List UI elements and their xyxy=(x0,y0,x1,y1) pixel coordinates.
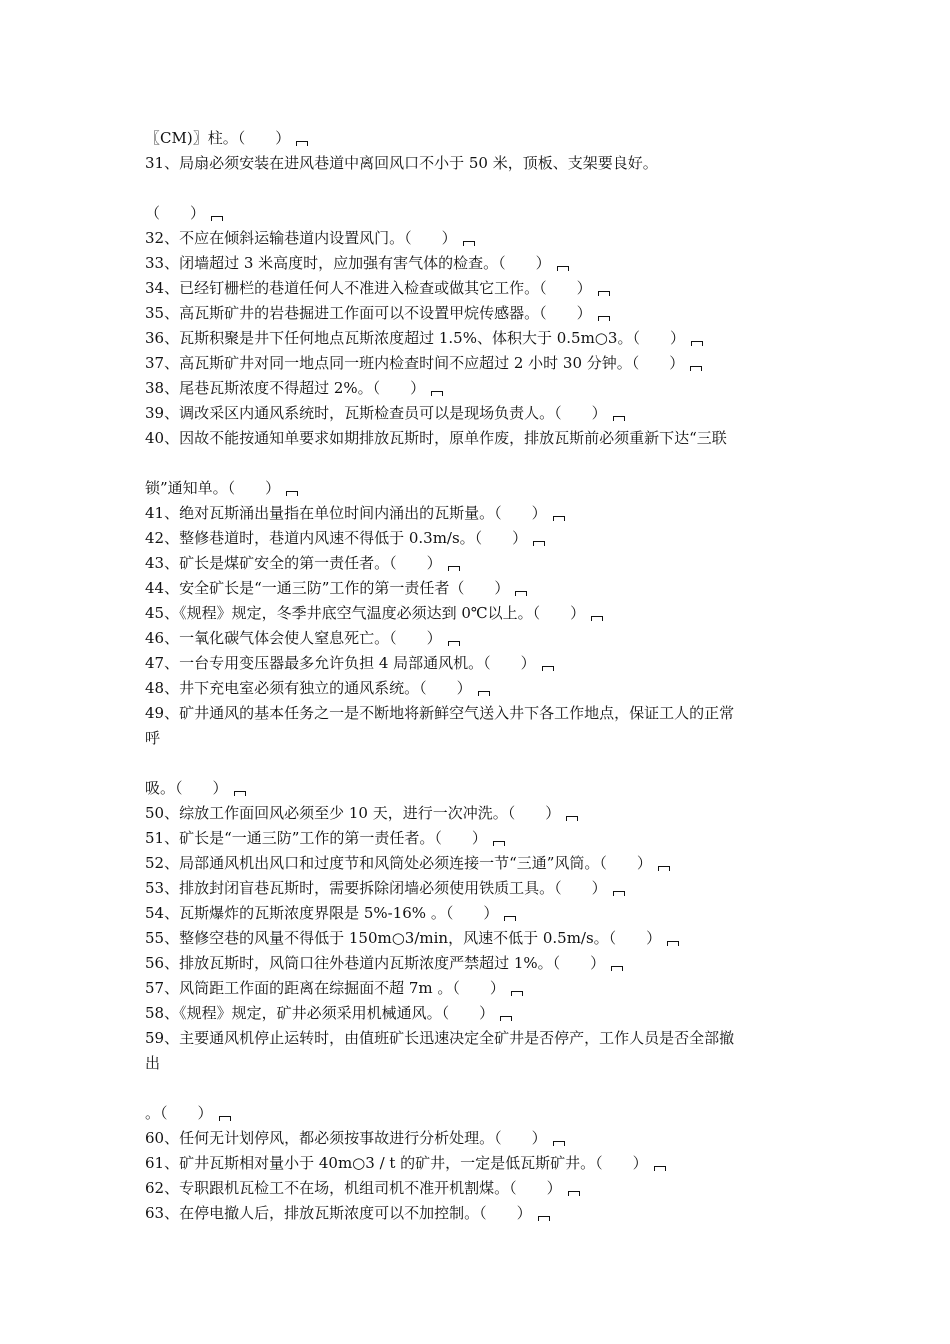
line-text: 出 xyxy=(145,1054,161,1072)
line-text: 51、矿长是“一通三防”工作的第一责任者。（ ） xyxy=(145,829,487,847)
text-line xyxy=(145,678,825,698)
paragraph-mark-icon xyxy=(533,541,545,546)
text-line xyxy=(145,328,825,348)
line-text: 40、因故不能按通知单要求如期排放瓦斯时，原单作废，排放瓦斯前必须重新下达“三联 xyxy=(145,429,727,447)
line-text: 62、专职跟机瓦检工不在场，机组司机不准开机割煤。（ ） xyxy=(145,1179,562,1197)
text-line xyxy=(145,528,825,548)
paragraph-mark-icon xyxy=(538,1216,550,1221)
text-line xyxy=(145,428,825,448)
text-line xyxy=(145,1028,825,1048)
paragraph-mark-icon xyxy=(511,991,523,996)
paragraph-mark-icon xyxy=(211,216,223,221)
text-line xyxy=(145,1203,825,1223)
paragraph-mark-icon xyxy=(448,641,460,646)
line-text: 43、矿长是煤矿安全的第一责任者。（ ） xyxy=(145,554,442,572)
text-line xyxy=(145,928,825,948)
line-text: 58、《规程》规定，矿井必须采用机械通风。（ ） xyxy=(145,1004,495,1022)
text-line xyxy=(145,353,825,373)
line-text: 31、局扇必须安装在进风巷道中离回风口不小于 50 米，顶板、支架要良好。 xyxy=(145,154,658,172)
line-text: 54、瓦斯爆炸的瓦斯浓度界限是 5%-16% 。（ ） xyxy=(145,904,499,922)
text-line xyxy=(145,903,825,923)
paragraph-mark-icon xyxy=(500,1016,512,1021)
text-line xyxy=(145,1053,825,1073)
paragraph-mark-icon xyxy=(431,391,443,396)
paragraph-mark-icon xyxy=(613,416,625,421)
text-line xyxy=(145,503,825,523)
line-text: 41、绝对瓦斯涌出量指在单位时间内涌出的瓦斯量。（ ） xyxy=(145,504,547,522)
line-text: 32、不应在倾斜运输巷道内设置风门。（ ） xyxy=(145,229,457,247)
text-line xyxy=(145,578,825,598)
line-text: 。（ ） xyxy=(145,1104,213,1122)
line-text: 39、调改采区内通风系统时，瓦斯检查员可以是现场负责人。（ ） xyxy=(145,404,607,422)
text-line xyxy=(145,853,825,873)
line-text: 47、一台专用变压器最多允许负担 4 局部通风机。（ ） xyxy=(145,654,536,672)
line-text: 57、风筒距工作面的距离在综掘面不超 7m 。（ ） xyxy=(145,979,505,997)
line-text: 55、整修空巷的风量不得低于 150m○3/min，风速不低于 0.5m/s。（ ） xyxy=(145,929,662,947)
text-line xyxy=(145,253,825,273)
line-text: 61、矿井瓦斯相对量小于 40m○3 / t 的矿井，一定是低瓦斯矿井。（ ） xyxy=(145,1154,648,1172)
text-line xyxy=(145,303,825,323)
text-line xyxy=(145,1153,825,1173)
text-line xyxy=(145,703,825,723)
text-line xyxy=(145,1128,825,1148)
line-text: 59、主要通风机停止运转时，由值班矿长迅速决定全矿井是否停产，工作人员是否全部撤 xyxy=(145,1029,735,1047)
line-text: 42、整修巷道时，巷道内风速不得低于 0.3m/s。（ ） xyxy=(145,529,528,547)
paragraph-mark-icon xyxy=(667,941,679,946)
text-line xyxy=(145,653,825,673)
paragraph-mark-icon xyxy=(542,666,554,671)
text-line xyxy=(145,1003,825,1023)
paragraph-mark-icon xyxy=(568,1191,580,1196)
paragraph-mark-icon xyxy=(234,791,246,796)
line-text: 44、安全矿长是“一通三防”工作的第一责任者（ ） xyxy=(145,579,510,597)
line-text: 50、综放工作面回风必须至少 10 天，进行一次冲洗。（ ） xyxy=(145,804,561,822)
paragraph-mark-icon xyxy=(598,316,610,321)
paragraph-mark-icon xyxy=(448,566,460,571)
line-text: 34、已经钉栅栏的巷道任何人不准进入检查或做其它工作。（ ） xyxy=(145,279,592,297)
line-text: 60、任何无计划停风，都必须按事故进行分析处理。（ ） xyxy=(145,1129,547,1147)
text-line xyxy=(145,828,825,848)
line-text: 49、矿井通风的基本任务之一是不断地将新鲜空气送入井下各工作地点，保证工人的正常 xyxy=(145,704,735,722)
paragraph-mark-icon xyxy=(478,691,490,696)
line-text: 63、在停电撤人后，排放瓦斯浓度可以不加控制。（ ） xyxy=(145,1204,532,1222)
text-line xyxy=(145,1103,825,1123)
paragraph-mark-icon xyxy=(286,491,298,496)
text-line xyxy=(145,228,825,248)
text-line xyxy=(145,778,825,798)
line-text: 56、排放瓦斯时，风筒口往外巷道内瓦斯浓度严禁超过 1%。（ ） xyxy=(145,954,606,972)
line-text: 46、一氧化碳气体会使人窒息死亡。（ ） xyxy=(145,629,442,647)
paragraph-mark-icon xyxy=(691,341,703,346)
line-text: 吸。（ ） xyxy=(145,779,228,797)
text-line xyxy=(145,603,825,623)
text-line xyxy=(145,478,825,498)
paragraph-mark-icon xyxy=(219,1116,231,1121)
paragraph-mark-icon xyxy=(658,866,670,871)
text-line xyxy=(145,628,825,648)
paragraph-mark-icon xyxy=(553,1141,565,1146)
text-line xyxy=(145,728,825,748)
paragraph-mark-icon xyxy=(613,891,625,896)
line-text: 53、排放封闭盲巷瓦斯时，需要拆除闭墙必须使用铁质工具。（ ） xyxy=(145,879,607,897)
paragraph-mark-icon xyxy=(557,266,569,271)
text-line xyxy=(145,553,825,573)
paragraph-mark-icon xyxy=(515,591,527,596)
paragraph-mark-icon xyxy=(654,1166,666,1171)
text-line xyxy=(145,878,825,898)
line-text: 35、高瓦斯矿井的岩巷掘进工作面可以不设置甲烷传感器。（ ） xyxy=(145,304,592,322)
line-text: 33、闭墙超过 3 米高度时，应加强有害气体的检查。（ ） xyxy=(145,254,551,272)
text-line xyxy=(145,153,825,173)
text-line xyxy=(145,128,825,148)
line-text: 呼 xyxy=(145,729,161,747)
paragraph-mark-icon xyxy=(690,366,702,371)
line-text: 45、《规程》规定，冬季井底空气温度必须达到 0℃以上。（ ） xyxy=(145,604,586,622)
paragraph-mark-icon xyxy=(598,291,610,296)
line-text: 锁”通知单。（ ） xyxy=(145,479,281,497)
text-line xyxy=(145,278,825,298)
line-text: 38、尾巷瓦斯浓度不得超过 2%。（ ） xyxy=(145,379,426,397)
text-line xyxy=(145,378,825,398)
line-text: 〖CM)〗柱。（ ） xyxy=(145,129,291,147)
line-text: 37、高瓦斯矿井对同一地点同一班内检查时间不应超过 2 小时 30 分钟。（ ） xyxy=(145,354,685,372)
text-line xyxy=(145,803,825,823)
line-text: （ ） xyxy=(145,204,206,222)
text-line xyxy=(145,953,825,973)
line-text: 48、井下充电室必须有独立的通风系统。（ ） xyxy=(145,679,472,697)
paragraph-mark-icon xyxy=(493,841,505,846)
text-line xyxy=(145,978,825,998)
text-line xyxy=(145,403,825,423)
paragraph-mark-icon xyxy=(296,141,308,146)
line-text: 52、局部通风机出风口和过度节和风筒处必须连接一节“三通”风筒。（ ） xyxy=(145,854,652,872)
paragraph-mark-icon xyxy=(566,816,578,821)
paragraph-mark-icon xyxy=(504,916,516,921)
text-line xyxy=(145,203,825,223)
paragraph-mark-icon xyxy=(463,241,475,246)
paragraph-mark-icon xyxy=(611,966,623,971)
paragraph-mark-icon xyxy=(553,516,565,521)
line-text: 36、瓦斯积聚是井下任何地点瓦斯浓度超过 1.5%、体积大于 0.5m○3。（ ） xyxy=(145,329,685,347)
paragraph-mark-icon xyxy=(591,616,603,621)
text-line xyxy=(145,1178,825,1198)
